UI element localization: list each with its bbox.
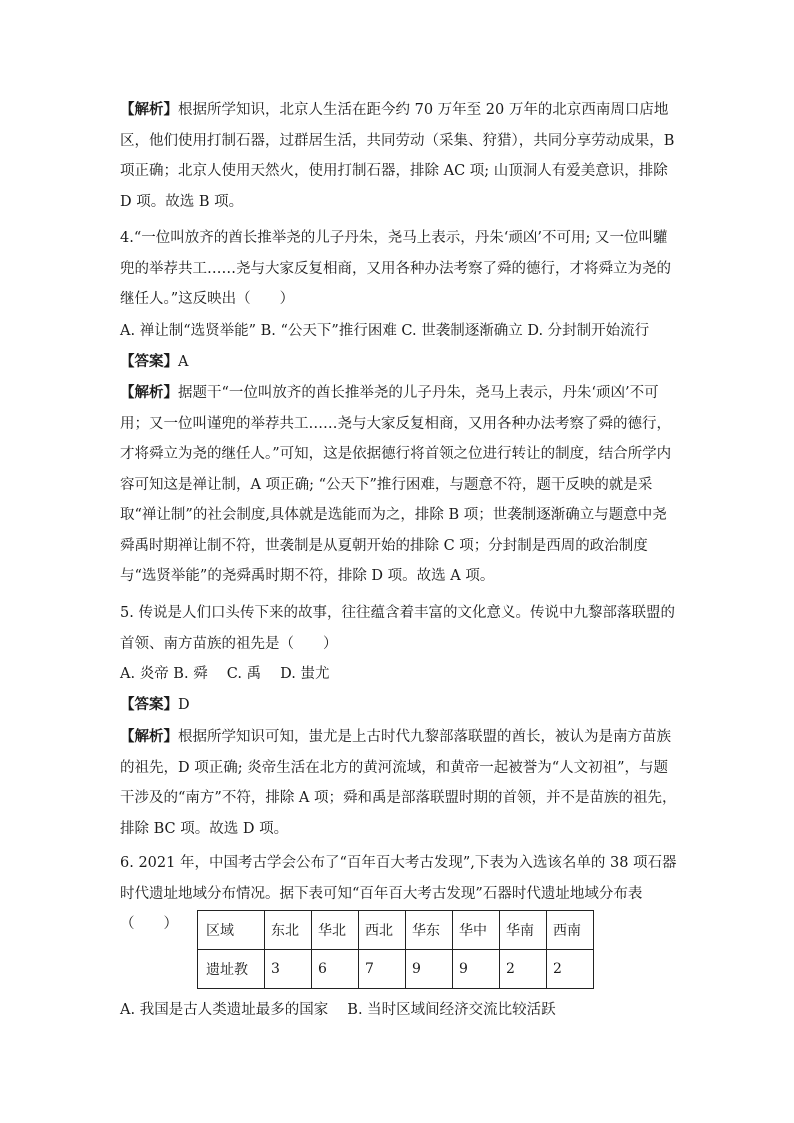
q5-options: A. 炎帝 B. 舜 C. 禹 D. 蚩尤: [120, 666, 330, 682]
q4-analysis-text: 据题干“一位叫放齐的酋长推举尧的儿子丹朱，尧马上表示，丹朱‘顽凶’不可用；又一位叫谨兜的举荐共工……尧与大家反复相商，又用各种办法考察了舜的德行，才将舜立为尧的继任人。”可知，这是依据德行将首领之位进行转让的制度，结合所学内容可知这是禅让制，A 项正确; “公天下”推行困难，与题意不符，题干反映的就是采取“禅让制”的社会制度,具体就是选能而为之，排除 B 项；世袭制逐渐确立与题意中尧舜禹时期禅让制不符，世袭制是从夏朝开始的排除 C 项；分封制是西周的政治制度与“选贤举能”的尧舜禹时期不符，排除 D 项。故选 A 项。: [120, 385, 672, 584]
table-cell: 华中: [453, 911, 500, 950]
q3-analysis-label: 【解析】: [120, 101, 178, 118]
table-cell: 9: [453, 950, 500, 989]
table-cell: 西北: [359, 911, 406, 950]
q4-answer-label: 【答案】: [120, 353, 178, 370]
q5-analysis-text: 根据所学知识可知，蚩尤是上古时代九黎部落联盟的酋长，被认为是南方苗族的祖先，D 项正确; 炎帝生活在北方的黄河流域，和黄帝一起被誉为“人文初祖”，与题干涉及的“南方”不符，排除 A 项；舜和禹是部落联盟时期的首领，并不是苗族的祖先，排除 BC 项。故选 D 项。: [120, 729, 677, 837]
table-cell: 西南: [547, 911, 594, 950]
q5-answer: [120, 690, 680, 721]
q5-answer-label: 【答案】: [120, 696, 178, 713]
q4-answer-value: A: [178, 354, 189, 370]
table-cell: 华南: [500, 911, 547, 950]
table-cell: 华东: [406, 911, 453, 950]
table-cell: 遗址教: [198, 950, 265, 989]
table-header-row: [198, 911, 594, 950]
q5-answer-value: D: [178, 697, 190, 713]
table-cell: 2: [547, 950, 594, 989]
q6-options: A. 我国是古人类遗址最多的国家 B. 当时区域间经济交流比较活跃: [120, 1002, 556, 1018]
table-cell: 7: [359, 950, 406, 989]
table-cell: 华北: [312, 911, 359, 950]
q4-analysis: [120, 378, 680, 592]
table-cell: 区域: [198, 911, 265, 950]
q5-analysis: [120, 722, 680, 844]
q5-question: 5. 传说是人们口头传下来的故事，往往蕴含着丰富的文化意义。传说中九黎部落联盟的首领、南方苗族的祖先是（ ）: [120, 605, 675, 652]
q4-answer: [120, 347, 680, 378]
q4-options: A. 禅让制“选贤举能” B. “公天下”推行困难 C. 世袭制逐渐确立 D. 分封制开始流行: [120, 323, 650, 339]
region-distribution-table: [197, 910, 594, 989]
table-cell: 2: [500, 950, 547, 989]
q6-question: 6. 2021 年，中国考古学会公布了“百年百大考古发现”,下表为入选该名单的 38 项石器时代遗址地域分布情况。据下表可知“百年百大考古发现”石器时代遗址地域分布表（ ）: [120, 855, 677, 932]
q3-analysis-text: 根据所学知识，北京人生活在距今约 70 万年至 20 万年的北京西南周口店地区，他们使用打制石器，过群居生活，共同劳动（采集、狩猎），共同分享劳动成果，B 项正确；北京人使用天然火，使用打制石器，排除 AC 项; 山顶洞人有爱美意识，排除 D 项。故选 B 项。: [120, 102, 675, 210]
q3-analysis: [120, 95, 680, 217]
q4-analysis-label: 【解析】: [120, 384, 178, 401]
table-cell: 6: [312, 950, 359, 989]
q5-analysis-label: 【解析】: [120, 728, 178, 745]
q4-question: 4.“一位叫放齐的酋长推举尧的儿子丹朱，尧马上表示，丹朱‘顽凶’不可用; 又一位叫驩兜的举荐共工……尧与大家反复相商，又用各种办法考察了舜的德行，才将舜立为尧的继任人。”这反映出（ ）: [120, 230, 671, 307]
table-row: [198, 950, 594, 989]
table-cell: 9: [406, 950, 453, 989]
table-cell: 3: [265, 950, 312, 989]
table-cell: 东北: [265, 911, 312, 950]
